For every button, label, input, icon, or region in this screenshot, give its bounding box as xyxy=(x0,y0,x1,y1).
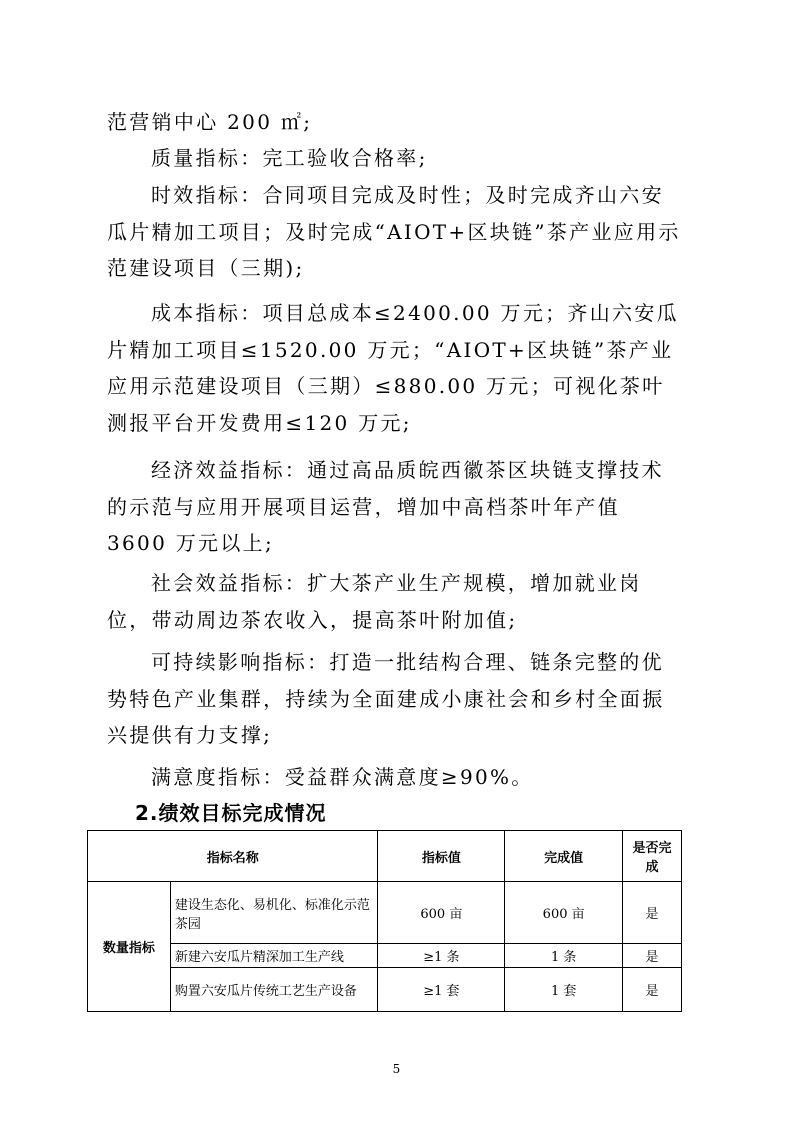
paragraph-cost-indicator: 成本指标：项目总成本≤2400.00 万元；齐山六安瓜片精加工项目≤1520.00 万元；“AIOT+区块链”茶产业应用示范建设项目（三期）≤880.00 万元；可视化茶叶测报平台开发费用≤120 万元; xyxy=(107,301,679,435)
table-header-row xyxy=(88,831,682,882)
header-target-value: 指标值 xyxy=(378,831,505,882)
row-name-cell: 新建六安瓜片精深加工生产线 xyxy=(170,944,378,968)
category-cell: 数量指标 xyxy=(88,882,171,1012)
paragraph-satisfaction: 满意度指标：受益群众满意度≥90%。 xyxy=(151,765,534,789)
row-name-cell: 建设生态化、易机化、标准化示范茶园 xyxy=(170,882,378,944)
paragraph-economic-benefit: 经济效益指标：通过高品质皖西徽茶区块链支撑技术的示范与应用开展项目运营，增加中高档茶叶年产值 3600 万元以上; xyxy=(107,458,664,555)
row-target-cell: 600 亩 xyxy=(378,882,505,944)
header-completed: 是否完成 xyxy=(623,831,682,882)
row-actual-cell: 1 条 xyxy=(505,944,623,968)
row-actual-cell: 1 套 xyxy=(505,968,623,1012)
section-heading: 2.绩效目标完成情况 xyxy=(135,801,327,825)
row-target-cell: ≥1 套 xyxy=(378,968,505,1012)
paragraph-quality-indicator: 质量指标：完工验收合格率; xyxy=(151,146,428,170)
paragraph-sustainability: 可持续影响指标：打造一批结构合理、链条完整的优势特色产业集群，持续为全面建成小康社会和乡村全面振兴提供有力支撑; xyxy=(107,650,665,747)
row-actual-cell: 600 亩 xyxy=(505,882,623,944)
paragraph-timeliness-indicator: 时效指标：合同项目完成及时性；及时完成齐山六安瓜片精加工项目；及时完成“AIOT+区块链”茶产业应用示范建设项目（三期); xyxy=(107,183,681,280)
table-row xyxy=(88,944,682,968)
header-actual-value: 完成值 xyxy=(505,831,623,882)
paragraph-social-benefit: 社会效益指标：扩大茶产业生产规模，增加就业岗位，带动周边茶农收入，提高茶叶附加值; xyxy=(107,571,642,632)
table-row xyxy=(88,968,682,1012)
row-target-cell: ≥1 条 xyxy=(378,944,505,968)
row-done-cell: 是 xyxy=(623,944,682,968)
header-indicator-name: 指标名称 xyxy=(88,831,378,882)
paragraph-area-continuation: 范营销中心 200 ㎡; xyxy=(107,110,313,134)
page-number: 5 xyxy=(392,1062,401,1076)
row-name-cell: 购置六安瓜片传统工艺生产设备 xyxy=(170,968,378,1012)
row-done-cell: 是 xyxy=(623,968,682,1012)
table-row xyxy=(88,882,682,944)
performance-table xyxy=(87,830,682,1012)
row-done-cell: 是 xyxy=(623,882,682,944)
